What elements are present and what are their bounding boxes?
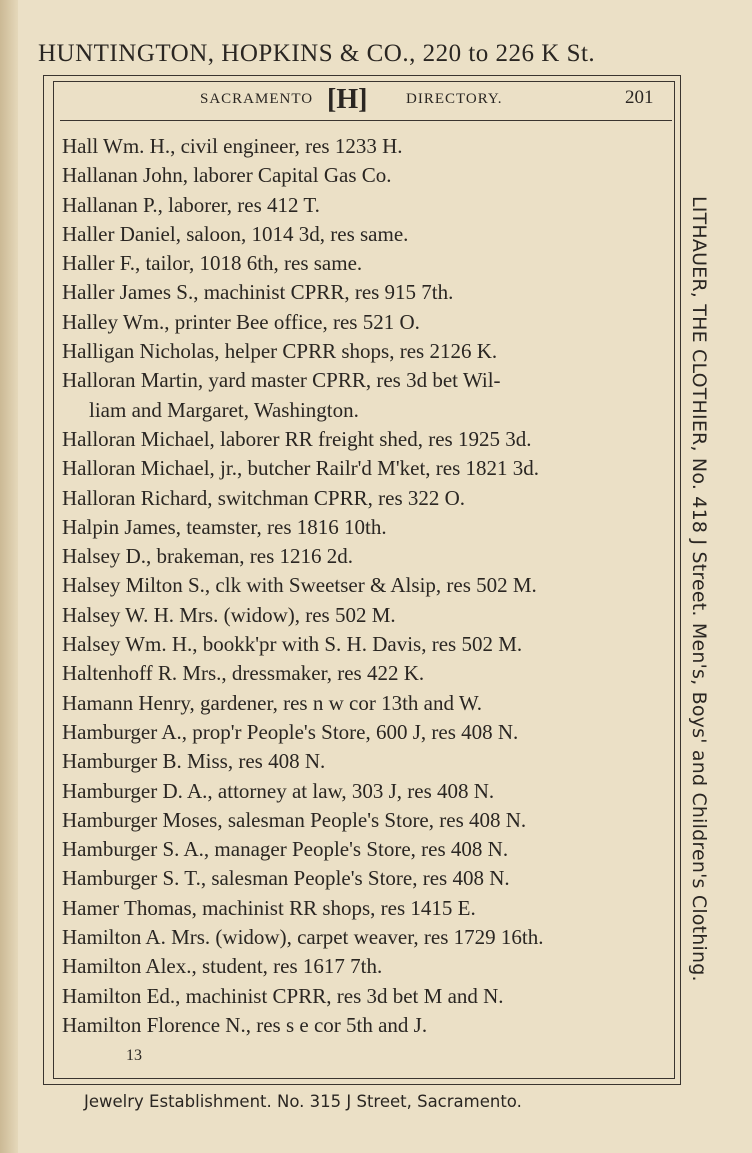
directory-entry: Hamilton Florence N., res s e cor 5th and J. [62,1012,428,1037]
side-advertisement [686,196,712,982]
running-head [200,86,670,114]
directory-entry: Halloran Richard, switchman CPRR, res 322 O. [62,485,466,510]
directory-entry: Hamburger S. T., salesman People's Store, res 408 N. [62,866,510,891]
side-advertisement-text: LITHAUER, THE CLOTHIER, No. 418 J Street. Men's, Boys' and Children's Clothing. [688,196,710,982]
directory-entry: Halpin James, teamster, res 1816 10th. [62,514,387,539]
directory-entry: Halsey W. H. Mrs. (widow), res 502 M. [62,602,396,627]
directory-entry: Hamilton Ed., machinist CPRR, res 3d bet M and N. [62,983,504,1008]
directory-entry: Halloran Michael, laborer RR freight shed, res 1925 3d. [62,426,532,451]
directory-entry: Haller F., tailor, 1018 6th, res same. [62,251,363,276]
running-head-city: SACRAMENTO [200,91,314,107]
directory-entry: Halsey Wm. H., bookk'pr with S. H. Davis, res 502 M. [62,632,523,657]
directory-entry-continuation: liam and Margaret, Washington. [89,397,359,422]
directory-entry: Halligan Nicholas, helper CPRR shops, res 2126 K. [62,339,498,364]
header-rule [60,120,672,121]
directory-entry: Halloran Martin, yard master CPRR, res 3d bet Wil- [62,368,501,393]
directory-entry: Hallanan John, laborer Capital Gas Co. [62,163,392,188]
directory-entry: Hall Wm. H., civil engineer, res 1233 H. [62,134,403,158]
page-number: 201 [625,87,654,108]
directory-entry: Halsey Milton S., clk with Sweetser & Alsip, res 502 M. [62,573,537,598]
directory-entry: Hallanan P., laborer, res 412 T. [62,192,320,217]
directory-entry: Halloran Michael, jr., butcher Railr'd M'ket, res 1821 3d. [62,456,540,481]
running-head-directory: DIRECTORY. [406,91,503,107]
directory-entry: Haltenhoff R. Mrs., dressmaker, res 422 K. [62,661,425,686]
directory-entry: Hamburger Moses, salesman People's Store, res 408 N. [62,807,527,832]
directory-entry: Haller Daniel, saloon, 1014 3d, res same. [62,221,409,246]
directory-entry: Hamer Thomas, machinist RR shops, res 1415 E. [62,895,476,920]
directory-entry: Hamilton Alex., student, res 1617 7th. [62,954,383,979]
signature-mark: 13 [126,1047,142,1064]
directory-entry: Halley Wm., printer Bee office, res 521 O. [62,309,420,334]
directory-entries [62,132,652,1040]
directory-entry: Halsey D., brakeman, res 1216 2d. [62,544,354,569]
directory-entry: Hamburger S. A., manager People's Store, res 408 N. [62,837,509,862]
top-advertisement-banner: HUNTINGTON, HOPKINS & CO., 220 to 226 K St. [38,40,596,67]
directory-entry: Hamann Henry, gardener, res n w cor 13th and W. [62,690,482,715]
directory-entry: Hamburger A., prop'r People's Store, 600 J, res 408 N. [62,719,519,744]
directory-entry: Hamburger D. A., attorney at law, 303 J, res 408 N. [62,778,495,803]
section-letter: [H] [327,84,368,115]
directory-entry: Haller James S., machinist CPRR, res 915 7th. [62,280,454,305]
directory-entry: Hamilton A. Mrs. (widow), carpet weaver, res 1729 16th. [62,925,544,950]
page-edge [0,0,18,1153]
directory-entry: Hamburger B. Miss, res 408 N. [62,749,326,774]
bottom-advertisement-banner: Jewelry Establishment. No. 315 J Street, Sacramento. [84,1092,522,1111]
